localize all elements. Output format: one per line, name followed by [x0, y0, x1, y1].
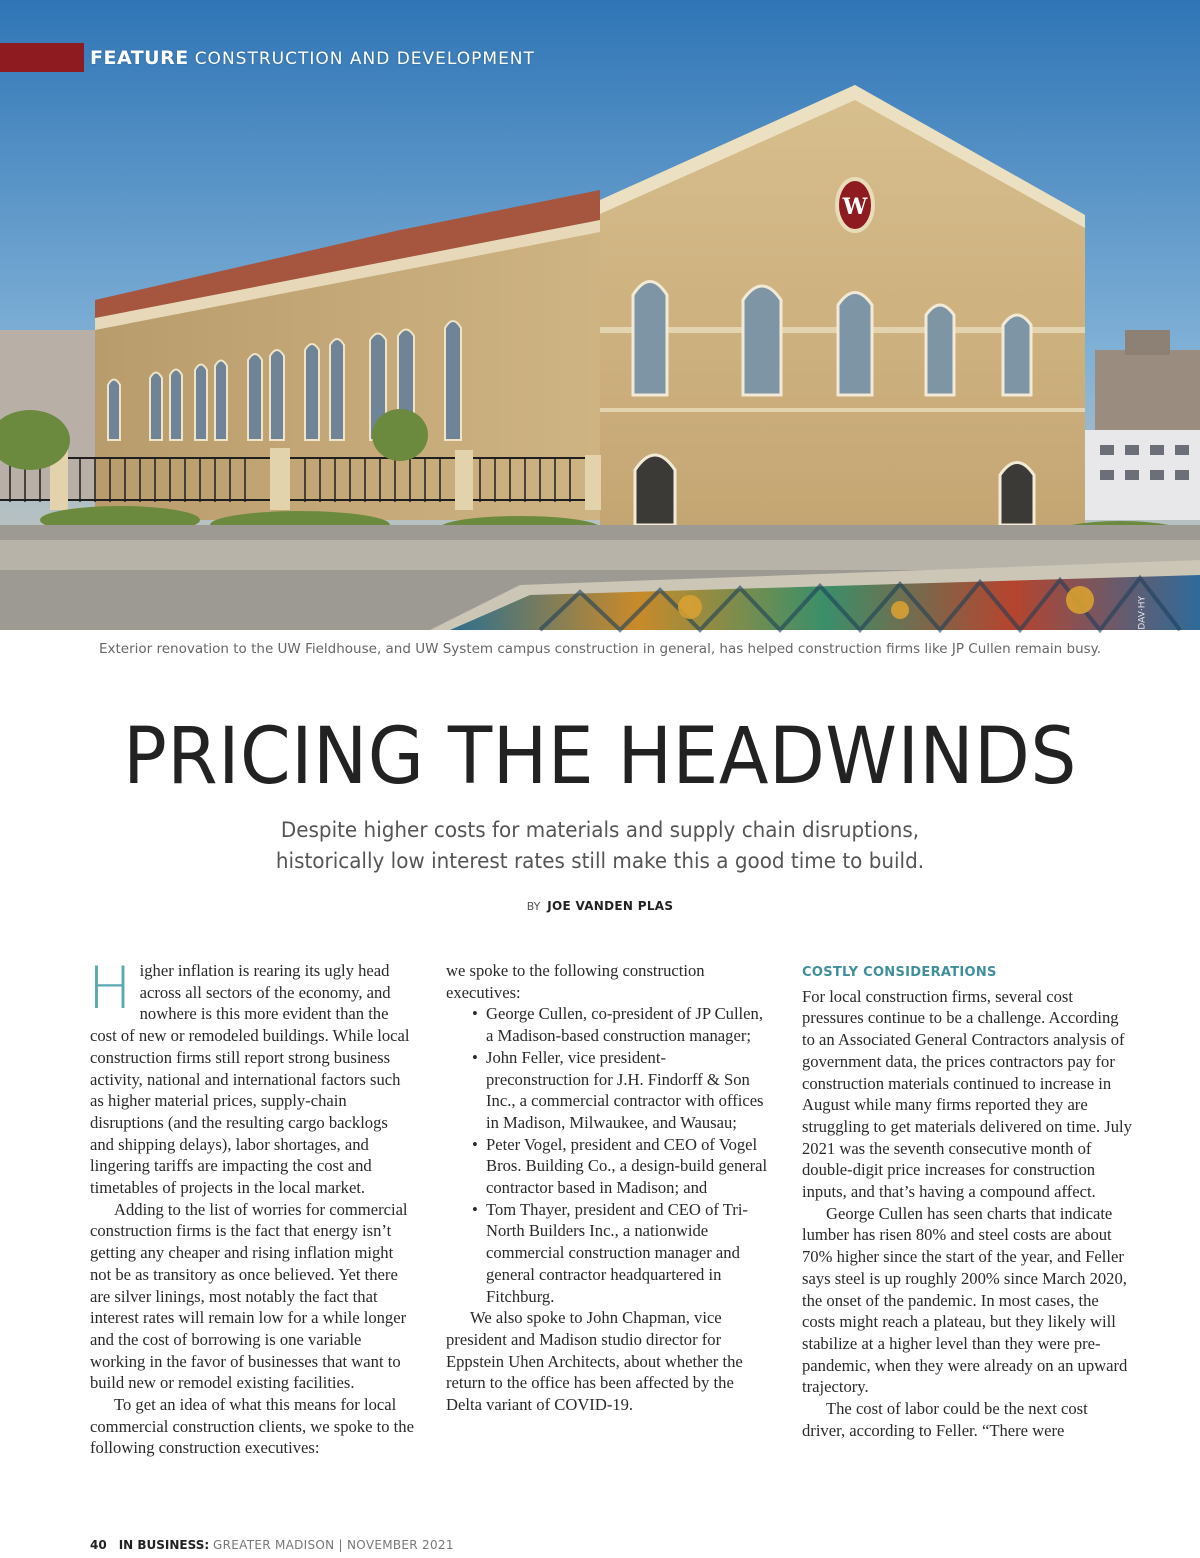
article-deck: [30, 815, 1170, 877]
page-number: 40: [90, 1538, 107, 1552]
article-headline: PRICING THE HEADWINDS: [123, 712, 1077, 802]
body-paragraph-7: The cost of labor could be the next cost driver, according to Feller. “There were: [802, 1399, 1088, 1440]
body-paragraph-3: To get an idea of what this means for local commercial construction clients, we spoke to the following construction executives:: [90, 1395, 414, 1458]
body-column-2: [446, 960, 768, 1416]
body-paragraph-6: George Cullen has seen charts that indicate lumber has risen 80% and steel costs are about 70% higher since the start of the year, and Feller says steel is up roughly 200% since March 2020, the onset of the pandemic. In most cases, the costs might reach a plateau, but they likely will stabilize at a higher level than they were pre-pandemic, when they were already on an upward trajectory.: [802, 1203, 1128, 1397]
body-column-3: [802, 960, 1132, 1441]
drop-cap: H: [88, 954, 132, 1022]
issue-info: GREATER MADISON | NOVEMBER 2021: [213, 1538, 454, 1552]
page-footer: [90, 1538, 454, 1552]
deck-line-1: Despite higher costs for materials and supply chain disruptions,: [280, 818, 920, 842]
section-subhead: COSTLY CONSIDERATIONS: [802, 965, 997, 980]
byline-prefix: BY: [526, 900, 541, 913]
byline-author: JOE VANDEN PLAS: [547, 899, 674, 913]
hero-photo: [0, 0, 1200, 630]
photo-caption: Exterior renovation to the UW Fieldhouse, and UW System campus construction in general, has helped construction firms like JP Cullen remain busy.: [98, 641, 1102, 657]
body-paragraph-4: We also spoke to John Chapman, vice president and Madison studio director for Eppstein Uhen Architects, about whether the return to the office has been affected by the Delta variant of COVID-19.: [446, 1308, 743, 1415]
executive-list: [446, 1003, 768, 1307]
photo-credit: DAV·HY: [1138, 596, 1148, 630]
deck-line-2: historically low interest rates still make this a good time to build.: [275, 849, 925, 873]
publication-name: IN BUSINESS:: [118, 1538, 210, 1552]
byline: [0, 899, 1200, 913]
section-sublabel: CONSTRUCTION AND DEVELOPMENT: [194, 48, 535, 69]
body-paragraph-2: Adding to the list of worries for commercial construction firms is the fact that energy isn’t getting any cheaper and rising inflation might not be as transitory as once believed. Yet there are silver linings, most notably the fact that interest rates will remain low for a while longer and the cost of borrowing is one variable working in the favor of businesses that want to build new or remodel existing facilities.: [90, 1199, 408, 1393]
fieldhouse-illustration: [0, 0, 1200, 630]
section-tag-text: [90, 47, 535, 69]
section-tag-bar: [0, 43, 84, 72]
list-item: • George Cullen, co-president of JP Cullen, a Madison-based construction manager;: [472, 1003, 768, 1046]
section-label: FEATURE: [90, 46, 189, 69]
body-paragraph-3-continued: we spoke to the following construction executives:: [446, 961, 705, 1002]
body-paragraph: [88, 954, 415, 1199]
list-item: • Tom Thayer, president and CEO of Tri-North Builders Inc., a nationwide commercial construction manager and general contractor headquartered in Fitchburg.: [472, 1199, 768, 1308]
body-paragraph-5: For local construction firms, several cost pressures continue to be a challenge. According to an Associated General Contractors analysis of government data, the prices contractors pay for construction materials continued to increase in August while many firms reported they are struggling to get materials delivered on time. July 2021 was the seventh consecutive month of double-digit price increases for construction inputs, and that’s having a compound affect.: [802, 986, 1132, 1202]
body-column-1: [88, 954, 415, 1458]
list-item: • Peter Vogel, president and CEO of Vogel Bros. Building Co., a design-build general contractor based in Madison; and: [472, 1134, 768, 1199]
svg-text:W: W: [842, 194, 868, 220]
list-item: • John Feller, vice president-preconstruction for J.H. Findorff & Son Inc., a commercial contractor with offices in Madison, Milwaukee, and Wausau;: [472, 1047, 768, 1134]
body-paragraph-1-text: igher inflation is rearing its ugly head across all sectors of the economy, and nowhere is this more evident than the cost of new or remodeled buildings. While local construction firms still report strong business activity, national and international factors such as higher material prices, supply-chain disruptions (and the resulting cargo backlogs and shipping delays), labor shortages, and lingering tariffs are impacting the cost and timetables of projects in the local market.: [90, 961, 410, 1198]
section-tag: [0, 43, 535, 72]
